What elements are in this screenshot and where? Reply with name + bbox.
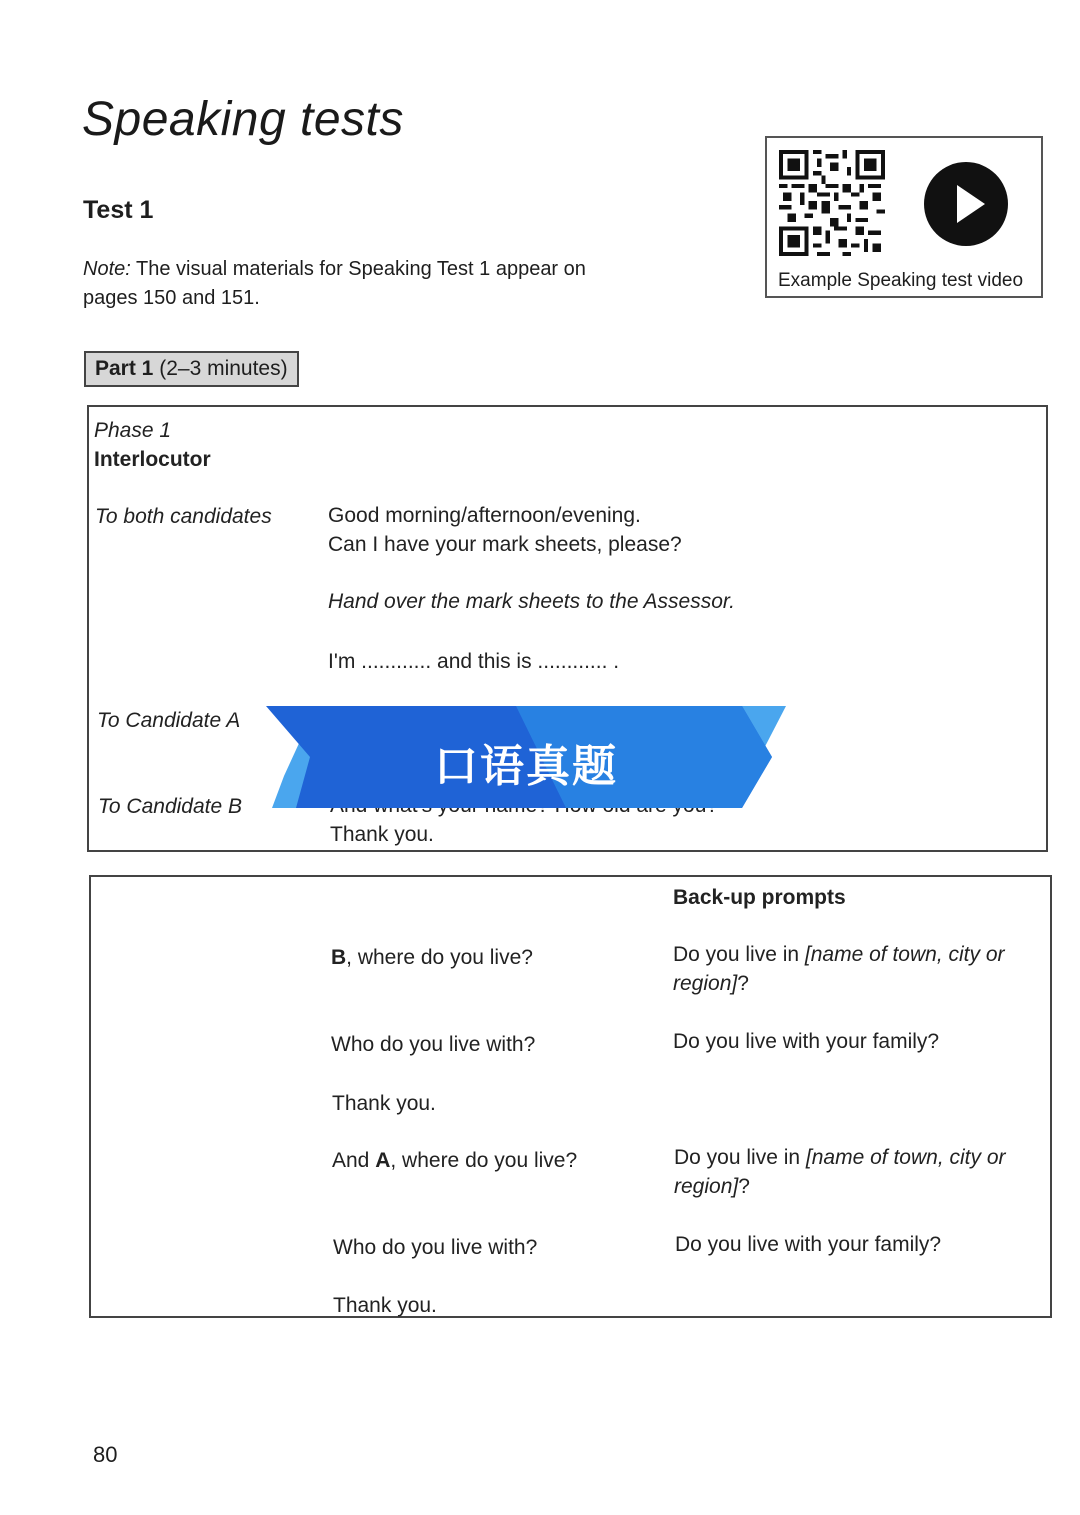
interlocutor-heading: Interlocutor [94, 448, 211, 471]
page-title: Speaking tests [82, 93, 404, 146]
candidate-b-marker: B [331, 946, 347, 969]
prompt-b-town [673, 943, 1005, 967]
prompt-placeholder: [name of town, city or [805, 1146, 1006, 1169]
prompt-placeholder: region] [673, 972, 738, 995]
question-b-where [331, 946, 533, 970]
question-text: , where do you live? [390, 1149, 578, 1172]
prompt-a-town [674, 1146, 1006, 1170]
part-label-duration: (2–3 minutes) [159, 357, 288, 380]
prompt-text: ? [737, 972, 749, 995]
prompt-placeholder: [name of town, city or [804, 943, 1005, 966]
question-text: And [332, 1149, 376, 1172]
backup-prompts-header: Back-up prompts [673, 886, 846, 909]
prompt-b-family: Do you live with your family? [673, 1030, 940, 1053]
prompt-text: Do you live in [673, 943, 805, 966]
prompt-a-region [674, 1175, 750, 1199]
thank-you-a: Thank you. [333, 1294, 437, 1317]
video-caption: Example Speaking test video [778, 270, 1024, 291]
mark-sheets-line: Can I have your mark sheets, please? [328, 533, 682, 556]
play-icon[interactable] [924, 162, 1008, 246]
part-label [84, 351, 299, 387]
note-text-line2: pages 150 and 151. [83, 287, 260, 309]
example-video-box[interactable] [765, 136, 1043, 298]
row-who-candidate-a: To Candidate A [97, 709, 241, 732]
qr-code-icon[interactable] [779, 150, 885, 256]
note [83, 255, 683, 313]
test-heading: Test 1 [83, 196, 154, 224]
prompt-text: ? [738, 1175, 750, 1198]
candidate-a-marker: A [375, 1149, 391, 1172]
prompt-placeholder: region] [674, 1175, 739, 1198]
part-label-bold: Part 1 [95, 357, 154, 380]
prompt-text: Do you live in [674, 1146, 806, 1169]
row-who-candidate-b: To Candidate B [98, 795, 242, 818]
question-text: , where do you live? [346, 946, 533, 969]
question-a-where [332, 1149, 577, 1173]
banner-text: 口语真题 [434, 741, 618, 792]
thank-you-line: Thank you. [330, 823, 434, 846]
introduction-line: I'm ............ and this is ............ . [328, 650, 620, 673]
question-a-who: Who do you live with? [333, 1236, 538, 1259]
questions-box [89, 875, 1052, 1318]
phase-label: Phase 1 [94, 419, 172, 442]
row-who-both: To both candidates [95, 505, 272, 528]
prompt-a-family: Do you live with your family? [675, 1233, 942, 1256]
overlay-banner [266, 706, 786, 808]
page-number: 80 [93, 1442, 118, 1467]
question-b-who: Who do you live with? [331, 1033, 536, 1056]
note-label: Note: [83, 258, 131, 280]
prompt-b-region [673, 972, 749, 996]
thank-you-b: Thank you. [332, 1092, 436, 1115]
note-text: The visual materials for Speaking Test 1 appear on [136, 258, 586, 280]
greeting-line: Good morning/afternoon/evening. [328, 504, 641, 527]
hand-over-instruction: Hand over the mark sheets to the Assessor. [328, 590, 735, 613]
